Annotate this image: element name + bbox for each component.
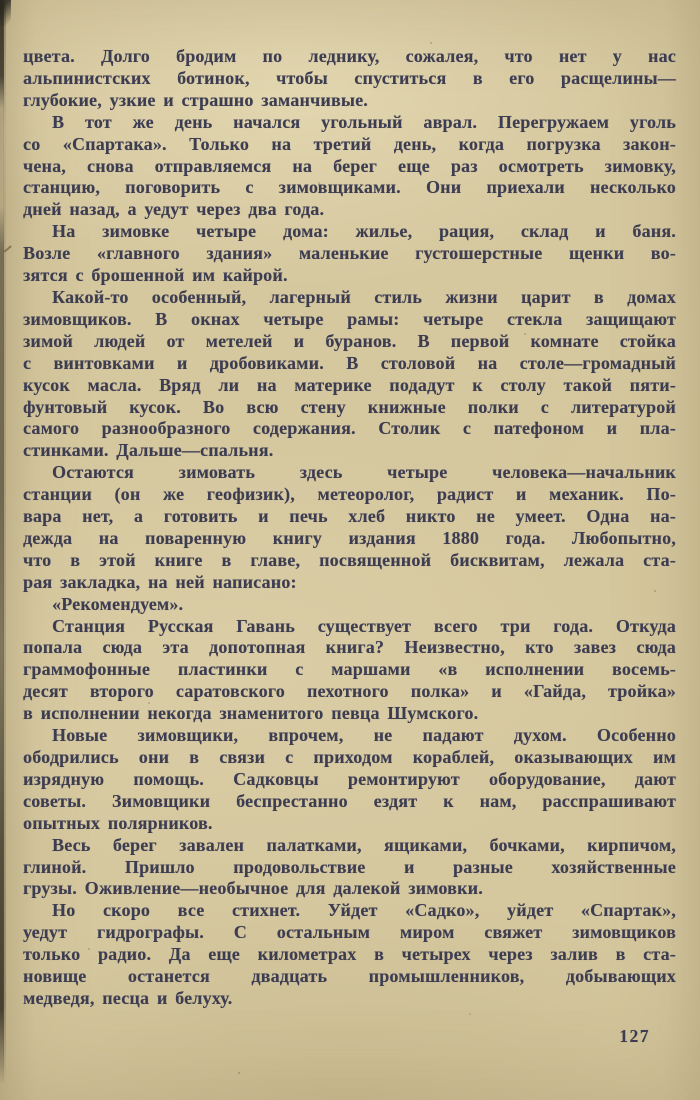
- text-line: десят второго саратовского пехотного полка» и «Гайда, тройка»: [23, 681, 676, 702]
- text-line: зимовщиков. В окнах четыре рамы: четыре стекла защищают: [23, 308, 676, 329]
- text-line: что в этой книге в главе, посвященной бисквитам, лежала ста-: [23, 549, 676, 570]
- text-line: изрядную помощь. Садковцы ремонтируют оборудование, дают: [23, 768, 676, 789]
- text-line: цвета. Долго бродим по леднику, сожалея, что нет у нас: [23, 46, 676, 66]
- text-line: медведя, песца и белуху.: [23, 987, 233, 1008]
- text-line: советы. Зимовщики беспрестанно ездят к нам, расспрашивают: [23, 790, 676, 811]
- text-line: попала сюда эта допотопная книга? Неизвестно, кто завез сюда: [23, 637, 676, 658]
- text-line: кусок масла. Вряд ли на материке подадут к столу такой пяти-: [23, 374, 676, 395]
- text-line: зимой людей от метелей и буранов. В первой комнате стойка: [23, 330, 676, 351]
- paragraph: [23, 725, 676, 835]
- text-line: Но скоро все стихнет. Уйдет «Садко», уйдет «Спартак»,: [52, 900, 676, 921]
- text-line: вара нет, а готовить и печь хлеб никто не умеет. Одна на-: [23, 506, 676, 527]
- scan-edge-top-left-corner: [0, 0, 11, 26]
- paper-specks: [0, 0, 2, 2]
- text-line: зятся с брошенной им кайрой.: [23, 265, 288, 286]
- text-line: грузы. Оживление—необычное для далекой зимовки.: [23, 878, 483, 899]
- text-line: уедут гидрографы. С остальным миром свяжет зимовщиков: [23, 922, 676, 943]
- text-line: чена, снова отправляемся на берег еще раз осмотреть зимовку,: [23, 155, 676, 176]
- paragraph: [23, 46, 676, 112]
- text-line: рая закладка, на ней написано:: [23, 571, 297, 592]
- text-line: дней назад, а уедут через два года.: [23, 199, 325, 220]
- paragraph: [23, 594, 676, 616]
- paragraph: [23, 287, 676, 462]
- text-line: Остаются зимовать здесь четыре человека—начальник: [52, 462, 676, 483]
- paragraph: [23, 835, 676, 901]
- text-line: новище останется двадцать промышленников, добывающих: [23, 966, 676, 987]
- text-line: только радио. Да еще километрах в четырех через залив в ста-: [23, 944, 676, 965]
- text-line: Новые зимовщики, впрочем, не падают духом. Особенно: [52, 725, 676, 746]
- paragraph: [23, 900, 676, 1010]
- text-line: Станция Русская Гавань существует всего три года. Откуда: [52, 615, 676, 636]
- text-line: дежда на поваренную книгу издания 1880 года. Любопытно,: [23, 527, 676, 548]
- text-line: На зимовке четыре дома: жилье, рация, склад и баня.: [52, 221, 676, 242]
- text-line: самого разнообразного содержания. Столик с патефоном и пла-: [23, 418, 676, 439]
- page-text-block: [23, 46, 676, 1010]
- text-line: стинками. Дальше—спальня.: [23, 440, 274, 461]
- text-line: в исполнении некогда знаменитого певца Шумского.: [23, 703, 479, 724]
- text-line: Какой-то особенный, лагерный стиль жизни царит в домах: [52, 286, 676, 307]
- text-line: с винтовками и дробовиками. В столовой на столе—громадный: [23, 352, 676, 373]
- scan-edge-left-soft: [3, 0, 6, 1085]
- text-line: «Рекомендуем».: [52, 593, 184, 614]
- text-line: опытных полярников.: [23, 812, 213, 833]
- paragraph: [23, 112, 676, 222]
- text-line: станции (он же геофизик), метеоролог, радист и механик. По-: [23, 484, 676, 505]
- paragraph: [23, 462, 676, 593]
- text-line: со «Спартака». Только на третий день, когда погрузка закон-: [23, 133, 676, 154]
- paragraph: [23, 616, 676, 726]
- paragraph: [23, 221, 676, 287]
- text-line: альпинистских ботинок, чтобы спуститься в его расщелины—: [23, 67, 676, 88]
- text-line: глубокие, узкие и страшно заманчивые.: [23, 89, 369, 110]
- text-line: В тот же день начался угольный аврал. Перегружаем уголь: [52, 111, 676, 132]
- text-line: Весь берег завален палатками, ящиками, бочками, кирпичом,: [52, 834, 676, 855]
- page-number: 127: [619, 1026, 650, 1046]
- text-line: фунтовый кусок. Во всю стену книжные полки с литературой: [23, 396, 676, 417]
- text-line: станцию, поговорить с зимовщиками. Они приехали несколько: [23, 177, 676, 198]
- text-line: ободрились они в связи с приходом кораблей, оказывающих им: [23, 747, 676, 767]
- text-line: Возле «главного здания» маленькие густошерстные щенки во-: [23, 243, 676, 264]
- text-line: граммофонные пластинки с маршами «в исполнении восемь-: [23, 659, 676, 680]
- text-line: глиной. Пришло продовольствие и разные хозяйственные: [23, 856, 676, 877]
